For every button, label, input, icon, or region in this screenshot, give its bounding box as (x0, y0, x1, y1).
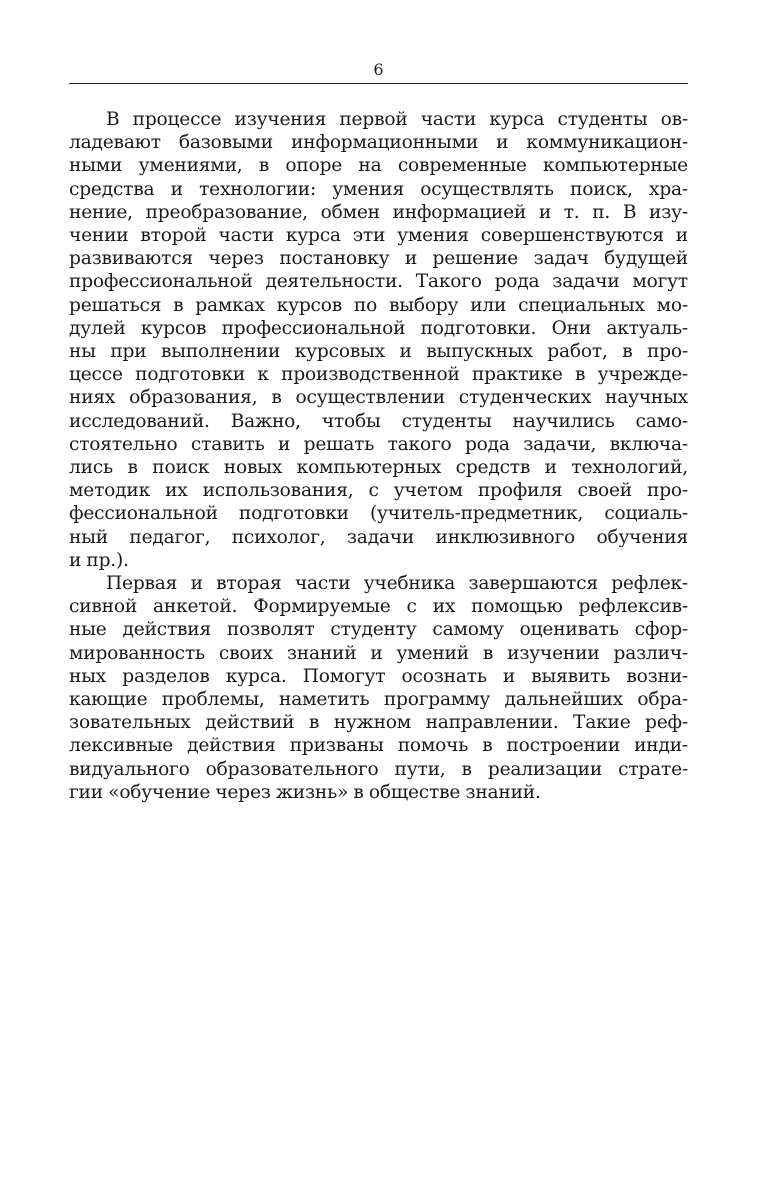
text-line: ный педагог, психолог, задачи инклюзивного обучения (69, 526, 688, 548)
text-line: стоятельно ставить и решать такого рода задачи, включа- (69, 433, 688, 455)
text-line: гии «обучение через жизнь» в обществе знаний. (69, 781, 541, 803)
text-line: лексивные действия призваны помочь в построении инди- (69, 735, 688, 757)
header-rule (69, 83, 688, 84)
paragraph-2 (69, 572, 688, 804)
text-line: профессиональной деятельности. Такого рода задачи могут (69, 271, 688, 293)
text-line: ны при выполнении курсовых и выпускных работ, в про- (69, 341, 688, 363)
paragraph-1 (69, 108, 688, 572)
body-text (69, 108, 688, 804)
text-line: сивной анкетой. Формируемые с их помощью рефлексив- (69, 596, 688, 618)
text-line: дулей курсов профессиональной подготовки. Они актуаль- (69, 317, 688, 339)
text-line: ные действия позволят студенту самому оценивать сфор- (69, 619, 688, 641)
text-line: лись в поиск новых компьютерных средств и технологий, (69, 457, 688, 479)
text-line: видуального образовательного пути, в реализации страте- (69, 758, 688, 780)
text-line: фессиональной подготовки (учитель-предметник, социаль- (69, 503, 688, 525)
text-line: ных разделов курса. Помогут осознать и выявить возни- (69, 665, 688, 687)
text-line: ладевают базовыми информационными и коммуникацион- (69, 132, 688, 154)
page-number: 6 (373, 60, 384, 79)
text-line: ными умениями, в опоре на современные компьютерные (69, 155, 688, 177)
text-line: решаться в рамках курсов по выбору или специальных мо- (69, 294, 688, 316)
text-line: зовательных действий в нужном направлении. Такие реф- (69, 712, 688, 734)
text-line: ниях образования, в осуществлении студенческих научных (69, 387, 688, 409)
text-line: развиваются через постановку и решение задач будущей (69, 248, 688, 270)
text-line: мированность своих знаний и умений в изучении различ- (69, 642, 688, 664)
text-line: цессе подготовки к производственной практике в учрежде- (69, 364, 688, 386)
text-line: средства и технологии: умения осуществлять поиск, хра- (69, 178, 688, 200)
text-line: чении второй части курса эти умения совершенствуются и (69, 225, 688, 247)
text-line: кающие проблемы, наметить программу дальнейших обра- (69, 689, 688, 711)
text-line: и пр.). (69, 549, 129, 571)
text-line: методик их использования, с учетом профиля своей про- (69, 480, 688, 502)
text-line: В процессе изучения первой части курса студенты ов- (106, 109, 688, 130)
text-line: Первая и вторая части учебника завершаются рефлек- (106, 573, 688, 595)
text-line: исследований. Важно, чтобы студенты научились само- (69, 410, 688, 432)
text-line: нение, преобразование, обмен информацией и т. п. В изу- (69, 201, 688, 223)
